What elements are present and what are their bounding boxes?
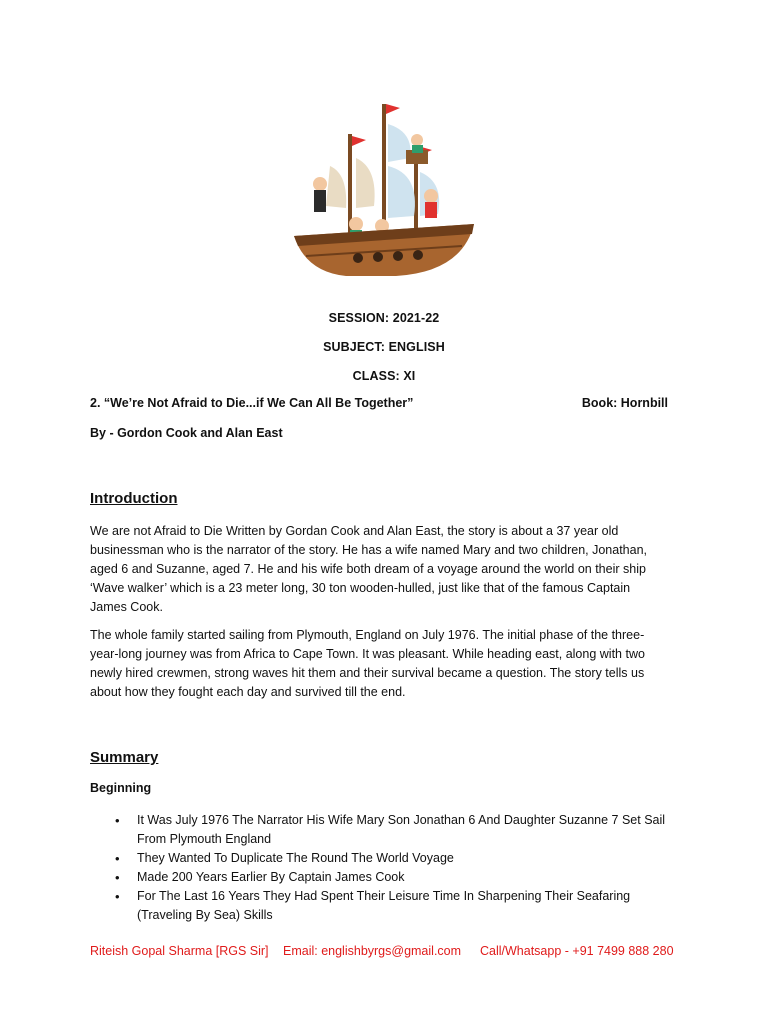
chapter-title-row (90, 396, 680, 410)
footer-phone: Call/Whatsapp - +91 7499 888 280 (480, 944, 674, 958)
list-item: • They Wanted To Duplicate The Round The World Voyage (115, 849, 675, 868)
book-name: Book: Hornbill (581, 396, 668, 410)
class-label: CLASS: XI (352, 369, 416, 383)
summary-bullet-list (115, 811, 675, 925)
beginning-subheading: Beginning (90, 781, 152, 795)
list-item: • For The Last 16 Years They Had Spent Their Leisure Time In Sharpening Their Seafaring (Traveling By Sea) Skills (115, 887, 675, 925)
list-item: • Made 200 Years Earlier By Captain James Cook (115, 868, 675, 887)
introduction-heading: Introduction (90, 490, 178, 507)
summary-heading: Summary (90, 749, 159, 766)
pirate-ship-illustration (286, 96, 482, 286)
list-item: • It Was July 1976 The Narrator His Wife Mary Son Jonathan 6 And Daughter Suzanne 7 Set Sail From Plymouth England (115, 811, 675, 849)
footer-email: Email: englishbyrgs@gmail.com (283, 944, 462, 958)
subject-label: SUBJECT: ENGLISH (323, 340, 445, 354)
footer-author-name: Riteish Gopal Sharma [RGS Sir] (90, 944, 269, 958)
introduction-paragraph-1: We are not Afraid to Die Written by Gordan Cook and Alan East, the story is about a 37 year old businessman who is the narrator of the story. He has a wife named Mary and two children, Jonathan, aged 6 and Suzanne, aged 7. He and his wife both dream of a voyage around the world on their ship ‘Wave walker’ which is a 23 meter long, 30 ton wooden-hulled, just like that of the famous Captain James Cook. (90, 524, 648, 614)
chapter-title: 2. “We’re Not Afraid to Die...if We Can All Be Together” (90, 396, 414, 410)
session-label: SESSION: 2021-22 (328, 311, 440, 325)
introduction-paragraph-2: The whole family started sailing from Plymouth, England on July 1976. The initial phase of the three-year-long journey was from Africa to Cape Town. It was pleasant. While heading east, along with two newly hired crewmen, strong waves hit them and their survival became a question. The story tells us about how they fought each day and survived till the end. (90, 628, 645, 699)
chapter-author: By - Gordon Cook and Alan East (90, 426, 283, 440)
